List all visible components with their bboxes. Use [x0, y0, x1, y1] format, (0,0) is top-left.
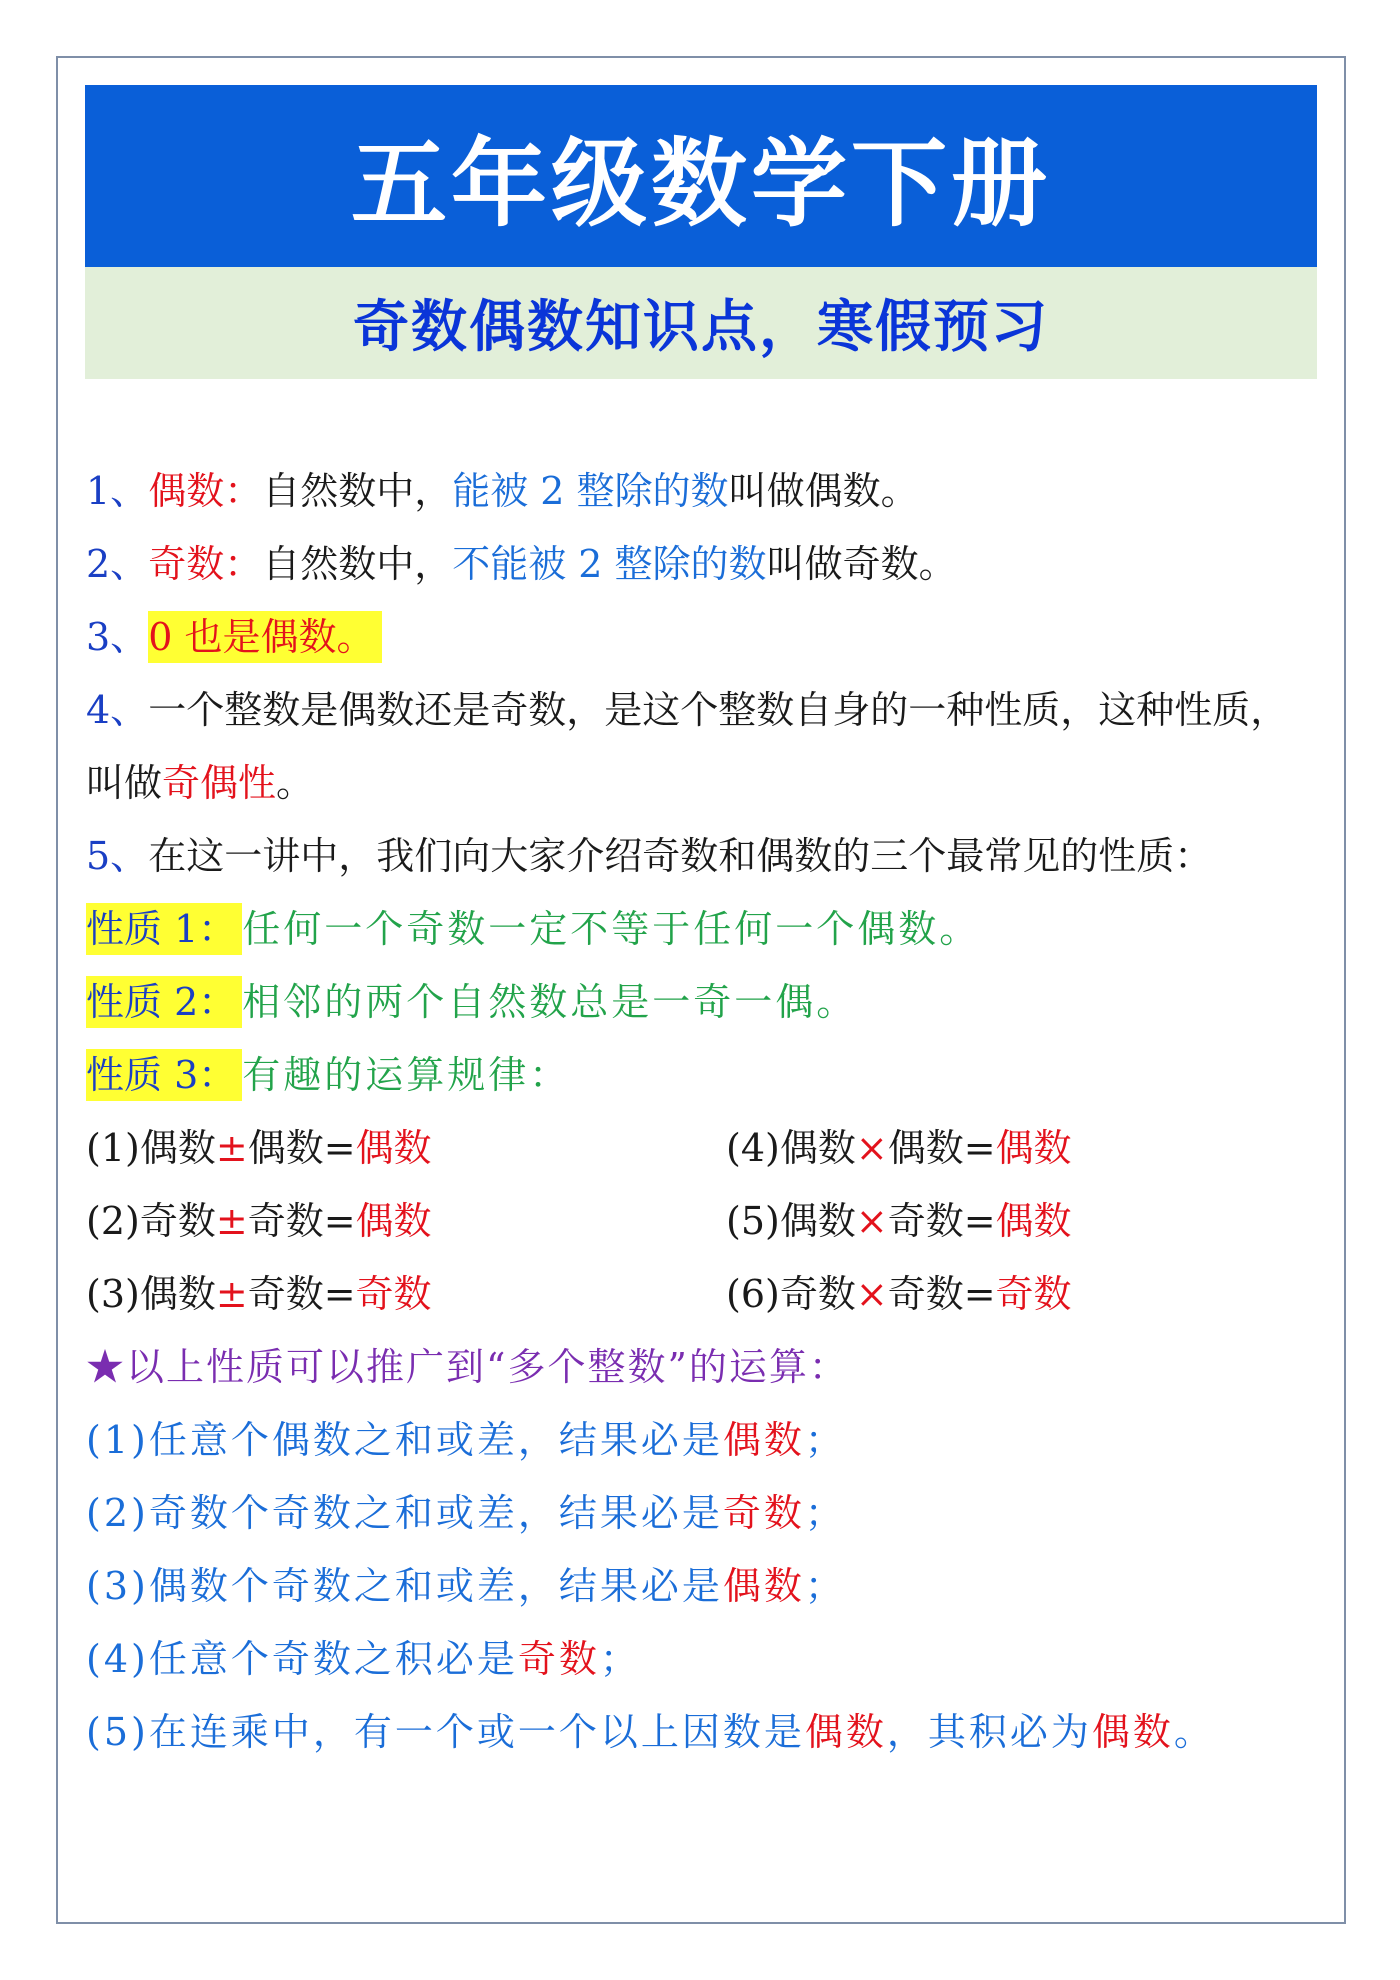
rule-item: [86, 1258, 726, 1331]
item-number: 1、: [86, 469, 149, 513]
rule-index: (6): [726, 1272, 780, 1316]
text: ；: [804, 1491, 846, 1535]
operand: 偶数: [139, 1272, 216, 1316]
operator: ±: [215, 1199, 248, 1243]
star-icon: ★: [86, 1345, 127, 1389]
property-label: 性质 2：: [86, 976, 242, 1028]
item-number: 2、: [86, 542, 149, 586]
general-rule-1: [86, 1404, 1326, 1477]
operand: 奇数: [779, 1272, 856, 1316]
rule-result: 偶数: [995, 1126, 1072, 1170]
rule-index: (2): [86, 1199, 140, 1243]
equals: =: [323, 1272, 356, 1316]
operator: ±: [215, 1272, 248, 1316]
general-rule-4: [86, 1623, 1326, 1696]
text: (1)任意个偶数之和或差，结果必是: [86, 1418, 723, 1462]
rule-index: (4): [726, 1126, 780, 1170]
definition-highlight: 不能被 2 整除的数: [452, 542, 767, 586]
equals: =: [963, 1272, 996, 1316]
text: 一个整数是偶数还是奇数，是这个整数自身的一种性质，这种性质，叫做: [86, 688, 1289, 805]
highlighted-note: 0 也是偶数。: [148, 611, 382, 663]
property-2: [86, 966, 1326, 1039]
text: ；: [804, 1564, 846, 1608]
text: 。: [276, 761, 315, 805]
text: ，其积必为: [886, 1710, 1092, 1754]
rule-result: 奇数: [355, 1272, 432, 1316]
text: 自然数中，: [262, 542, 453, 586]
text: 。: [1173, 1710, 1215, 1754]
rule-result: 偶数: [995, 1199, 1072, 1243]
property-text: 相邻的两个自然数总是一奇一偶。: [242, 980, 858, 1024]
text: ；: [599, 1637, 641, 1681]
rule-result: 偶数: [1091, 1710, 1174, 1754]
term: 奇偶性: [162, 761, 277, 805]
property-3: [86, 1039, 1326, 1112]
operand: 偶数: [779, 1126, 856, 1170]
equals: =: [323, 1126, 356, 1170]
operand: 偶数: [887, 1126, 964, 1170]
rule-result: 偶数: [804, 1710, 887, 1754]
item-2: [86, 528, 1326, 601]
generalization-heading: [86, 1331, 1326, 1404]
item-3: [86, 601, 1326, 674]
content-body: [86, 455, 1326, 1769]
text: (2)奇数个奇数之和或差，结果必是: [86, 1491, 723, 1535]
rule-result: 偶数: [722, 1564, 805, 1608]
rule-item: [726, 1185, 1326, 1258]
property-label: 性质 3：: [86, 1049, 242, 1101]
equals: =: [323, 1199, 356, 1243]
operator: ×: [855, 1272, 888, 1316]
item-4: [86, 674, 1326, 820]
text: 叫做偶数。: [728, 469, 919, 513]
operator: ×: [855, 1126, 888, 1170]
operator: ×: [855, 1199, 888, 1243]
definition-highlight: 能被 2 整除的数: [452, 469, 729, 513]
text: 叫做奇数。: [766, 542, 957, 586]
term: 偶数：: [148, 469, 263, 513]
operand: 偶数: [247, 1126, 324, 1170]
operand: 奇数: [139, 1199, 216, 1243]
item-number: 5、: [86, 834, 149, 878]
rule-item: [86, 1185, 726, 1258]
item-number: 3、: [86, 615, 149, 659]
page-title: 五年级数学下册: [85, 85, 1317, 267]
text: ；: [804, 1418, 846, 1462]
item-number: 4、: [86, 688, 149, 732]
rule-index: (3): [86, 1272, 140, 1316]
page-subtitle: 奇数偶数知识点，寒假预习: [85, 267, 1317, 379]
operand: 奇数: [247, 1199, 324, 1243]
text: (4)任意个奇数之积必是: [86, 1637, 518, 1681]
rule-result: 奇数: [722, 1491, 805, 1535]
operand: 偶数: [779, 1199, 856, 1243]
property-label: 性质 1：: [86, 903, 242, 955]
operand: 偶数: [139, 1126, 216, 1170]
general-rule-3: [86, 1550, 1326, 1623]
rule-result: 偶数: [355, 1126, 432, 1170]
operand: 奇数: [887, 1199, 964, 1243]
property-text: 有趣的运算规律：: [242, 1053, 571, 1097]
property-1: [86, 893, 1326, 966]
rule-result: 偶数: [355, 1199, 432, 1243]
rule-result: 奇数: [517, 1637, 600, 1681]
rule-item: [86, 1112, 726, 1185]
general-rule-2: [86, 1477, 1326, 1550]
rule-result: 偶数: [722, 1418, 805, 1462]
rule-index: (5): [726, 1199, 780, 1243]
rule-item: [726, 1112, 1326, 1185]
item-1: [86, 455, 1326, 528]
equals: =: [963, 1199, 996, 1243]
rule-result: 奇数: [995, 1272, 1072, 1316]
property-text: 任何一个奇数一定不等于任何一个偶数。: [242, 907, 981, 951]
text: (5)在连乘中，有一个或一个以上因数是: [86, 1710, 805, 1754]
text: (3)偶数个奇数之和或差，结果必是: [86, 1564, 723, 1608]
rule-item: [726, 1258, 1326, 1331]
operand: 奇数: [247, 1272, 324, 1316]
text: 在这一讲中，我们向大家介绍奇数和偶数的三个最常见的性质：: [148, 834, 1213, 878]
item-5: [86, 820, 1326, 893]
equals: =: [963, 1126, 996, 1170]
operator: ±: [215, 1126, 248, 1170]
general-rule-5: [86, 1696, 1326, 1769]
term: 奇数：: [148, 542, 263, 586]
text: 以上性质可以推广到“多个整数”的运算：: [126, 1345, 849, 1389]
rule-index: (1): [86, 1126, 140, 1170]
operand: 奇数: [887, 1272, 964, 1316]
text: 自然数中，: [262, 469, 453, 513]
operation-rules: [86, 1112, 1326, 1331]
